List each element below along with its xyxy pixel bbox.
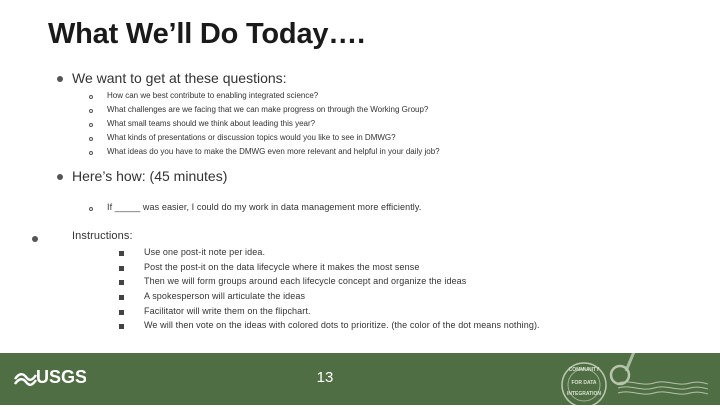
questions-heading: We want to get at these questions:: [72, 70, 287, 86]
sub-bullet-icon: [89, 207, 93, 211]
square-bullet-icon: [119, 266, 124, 271]
sub-bullet-icon: [89, 109, 93, 113]
question-item: How can we best contribute to enabling integrated science?: [107, 91, 319, 100]
sub-bullet-icon: [89, 123, 93, 127]
question-item: What ideas do you have to make the DMWG even more relevant and helpful in your daily job?: [107, 147, 440, 156]
stamp-line: COMMUNITY: [568, 367, 600, 373]
square-bullet-icon: [119, 310, 124, 315]
instruction-item: Then we will form groups around each lifecycle concept and organize the ideas: [144, 276, 467, 286]
how-heading: Here’s how: (45 minutes): [72, 168, 228, 184]
page-title: What We’ll Do Today….: [48, 18, 365, 50]
footer-bar: [0, 353, 720, 405]
sub-bullet-icon: [89, 151, 93, 155]
logo-text: USGS: [36, 367, 86, 387]
instruction-item: Use one post-it note per idea.: [144, 247, 266, 257]
square-bullet-icon: [119, 295, 124, 300]
square-bullet-icon: [119, 324, 124, 329]
bullet-dot-icon: [57, 76, 63, 82]
instruction-item: We will then vote on the ideas with colored dots to prioritize. (the color of the dot means nothing).: [144, 320, 540, 330]
community-stamp-graphic: [548, 353, 708, 410]
stamp-line: INTEGRATION: [566, 391, 602, 397]
square-bullet-icon: [119, 251, 124, 256]
instruction-item: A spokesperson will articulate the ideas: [144, 291, 306, 301]
instruction-item: Post the post-it on the data lifecycle where it makes the most sense: [144, 262, 420, 272]
instructions-heading: Instructions:: [72, 230, 133, 242]
question-item: What kinds of presentations or discussion topics would you like to see in DMWG?: [107, 133, 396, 142]
instruction-item: Facilitator will write them on the flipchart.: [144, 306, 311, 316]
square-bullet-icon: [119, 280, 124, 285]
stamp-line: FOR DATA: [571, 380, 597, 386]
page-number: 13: [316, 369, 334, 386]
bullet-dot-icon: [57, 174, 63, 180]
question-item: What small teams should we think about leading this year?: [107, 119, 316, 128]
question-item: What challenges are we facing that we can make progress on through the Working Group?: [107, 105, 429, 114]
how-item: If _____ was easier, I could do my work in data management more efficiently.: [107, 202, 422, 212]
usgs-logo: [14, 363, 86, 394]
sub-bullet-icon: [89, 95, 93, 99]
sub-bullet-icon: [89, 137, 93, 141]
bullet-dot-icon: [32, 236, 38, 242]
